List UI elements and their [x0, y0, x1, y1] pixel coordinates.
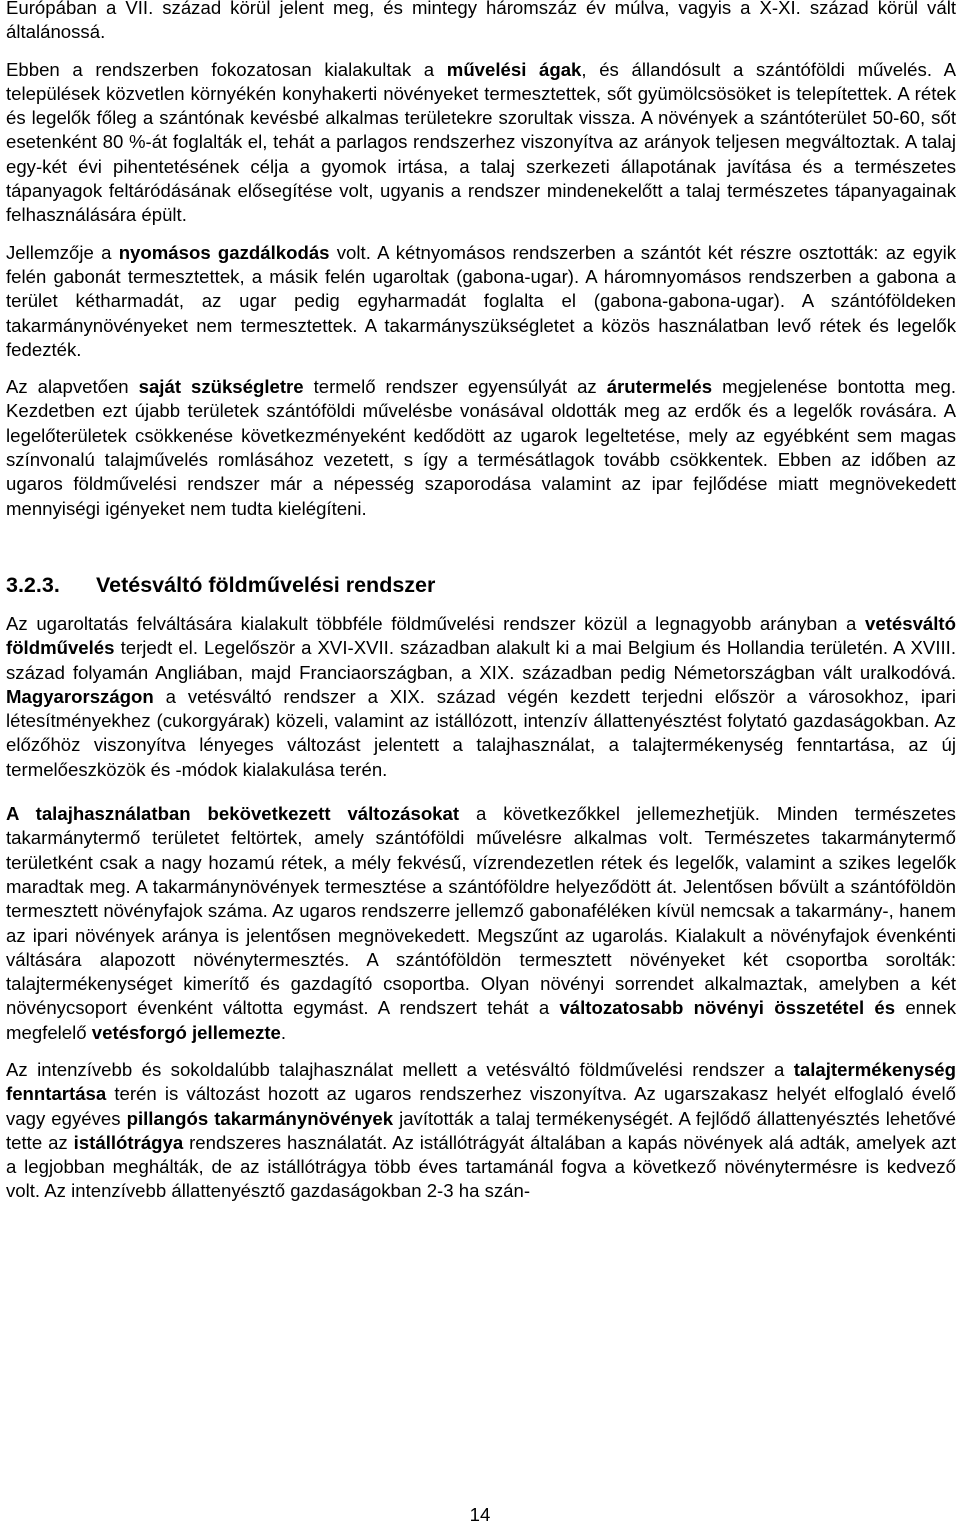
paragraph: [6, 612, 956, 782]
text-run: Európában a VII. század körül jelent meg, és mintegy háromszáz év múlva, vagyis a X-XI. század körül vált általánossá.: [6, 0, 956, 43]
paragraph: [6, 802, 956, 1045]
text-run: terjedt el. Legelőször a XVI-XVII. században alakult ki a mai Belgium és Hollandia területén. A XVIII. század folyamán Angliában, majd Franciaországban, a XIX. században pedig Németországban vált uralkodóvá.: [6, 637, 956, 683]
text-run: .: [280, 1021, 287, 1043]
text-run: megjelenése bontotta meg. Kezdetben ezt újabb területek szántóföldi művelésbe vonásával oldották meg az erdők és a legelők rovására. A legelőterületek csökkenése következményeként kedődött az ugarok legeltetése, mely az egyébként sem magas színvonalú talajművelés romlásához vezetett, s így a termésátlagok tovább csökkentek. Ebben az időben az ugaros földművelési rendszer már a népesség szaporodása valamint az ipar fejlődése miatt megnövekedett mennyiségi igényeket nem tudta kielégíteni.: [6, 376, 956, 519]
text-run: a vetésváltó rendszer a XIX. század végén kezdett terjedni először a városokhoz, ipari létesítményekhez (cukorgyárak) közeli, valamint az istállózott, intenzív állattenyésztést folytató gazdaságokban. Az előzőhöz viszonyítva lényeges változást jelentett a talajhasználat, a talajtermékenység fenntartása, az új termelőeszközök és -módok kialakulása terén.: [6, 685, 956, 780]
paragraph: [6, 0, 956, 45]
bold-text: Magyarországon: [6, 685, 154, 707]
paragraph: [6, 241, 956, 362]
bold-text: istállótrágya: [73, 1131, 184, 1153]
paragraph: [6, 375, 956, 521]
bold-text: A talajhasználatban bekövetkezett változásokat: [6, 803, 460, 825]
section-number: 3.2.3.: [6, 572, 60, 597]
bold-text: változatosabb növényi összetétel és: [559, 997, 896, 1019]
text-run: Jellemzője a: [6, 241, 119, 263]
paragraph: [6, 1058, 956, 1204]
section-body: [6, 612, 956, 1204]
bold-text: művelési ágak: [446, 58, 582, 80]
bold-text: vetésforgó jellemezte: [91, 1021, 281, 1043]
text-run: termelő rendszer egyensúlyát az: [303, 376, 607, 398]
bold-text: talajtermékenység fenntartása: [6, 1058, 956, 1105]
section-heading: [6, 571, 956, 599]
section-title: Vetésváltó földművelési rendszer: [96, 572, 436, 597]
text-run: javították a talaj termékenységét. A fejlődő állattenyésztés lehetővé tette az: [6, 1107, 956, 1153]
paragraph: [6, 58, 956, 228]
text-run: Az alapvetően: [6, 376, 139, 398]
text-run: Az ugaroltatás felváltására kialakult többféle földművelési rendszer közül a legnagyobb arányban a: [6, 612, 866, 634]
text-run: , és állandósult a szántóföldi művelés. A települések közvetlen környékén konyhakerti növényeket termesztettek, sőt gyümölcsösöket is telepítettek. A rétek és legelők főleg a szántónak kevésbé alkalmas területekre szorultak vissza. A növények a szántóterület 50-60, sőt esetenként 80 %-át foglalták el, tehát a parlagos rendszerhez viszonyítva az arányok teljesen megváltoztak. A talaj egy-két évi pihentetésének célja a gyomok irtása, a talaj szerkezeti állapotának javítása és a természetes tápanyagok feltáródásának elősegítése volt, ugyanis a rendszer mindenekelőtt a talaj természetes tápanyagainak felhasználására épült.: [6, 58, 957, 226]
bold-text: pillangós takarmánynövények: [126, 1107, 394, 1129]
document-page: [6, 0, 956, 1537]
text-run: Ebben a rendszerben fokozatosan kialakultak a: [6, 58, 447, 80]
text-run: ennek megfelelő: [6, 997, 956, 1043]
bold-text: árutermelés: [606, 376, 713, 398]
text-run: volt. A kétnyomásos rendszerben a szántót két részre osztották: az egyik felén gabonát termesztettek, a másik felén ugaroltak (gabona-ugar). A háromnyomásos rendszerben a gabona a terület kétharmadát, az ugar pedig egyharmadát foglalta el (gabona-gabona-ugar). A szántóföldeken takarmánynövényeket nem termesztettek. A takarmányszükségletet a közös használatban levő rétek és legelők fedezték.: [6, 241, 956, 360]
bold-text: nyomásos gazdálkodás: [118, 241, 330, 263]
section-intro: [6, 0, 956, 521]
page-number: 14: [469, 1504, 491, 1525]
text-run: terén is változást hozott az ugaros rendszerhez viszonyítva. Az ugarszakasz helyét elfoglaló évelő vagy egyéves: [6, 1083, 956, 1129]
text-run: Az intenzívebb és sokoldalúbb talajhasználat mellett a vetésváltó földművelési rendszer a: [6, 1058, 794, 1080]
bold-text: vetésváltó földművelés: [6, 612, 956, 659]
bold-text: saját szükségletre: [138, 376, 304, 398]
text-run: a következőkkel jellemezhetjük. Minden természetes takarmánytermő területet feltörtek, amely szántóföldi művelésre alkalmas volt. Természetes takarmánytermő területként csak a nagy hozamú rétek, a mély fekvésű, vízrendezetlen rétek és legelők, valamint a szikes legelők maradtak meg. A takarmánynövények termesztése a szántóföldre helyeződött át. Jelentősen bővült a szántóföldön termesztett növényfajok száma. Az ugaros rendszerre jellemző gabonaféléken kívül nemcsak a takarmány-, hanem az ipari növények aránya is jelentősen megnövekedett. Megszűnt az ugarolás. Kialakult a növényfajok évenkénti váltására alapozott növénytermesztés. A szántóföldön termesztett növényeket két csoportba sorolták: talajtermékenységet kimerítő és gazdagító csoportba. Olyan növényi sorrendet alkalmaztak, amelyben a két növénycsoport évenként váltotta egymást. A rendszert tehát a: [6, 803, 956, 1019]
text-run: rendszeres használatát. Az istállótrágyát általában a kapás növények alá adták, amelyek azt a legjobban meghálták, de az istállótrágya több éves tartamánál fogva a következő növénytermésre is kedvező volt. Az intenzívebb állattenyésztő gazdaságokban 2-3 ha szán-: [6, 1131, 956, 1202]
